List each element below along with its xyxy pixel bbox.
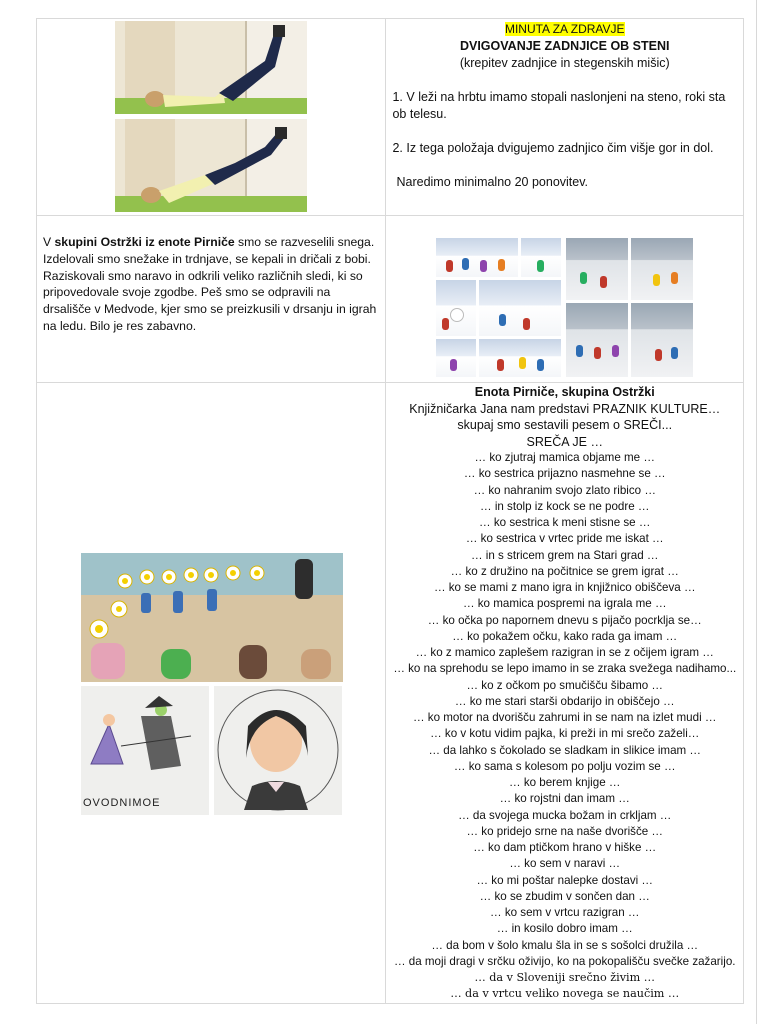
winter-row (37, 216, 744, 383)
culture-photo-cell (37, 383, 386, 1004)
exercise-row (37, 19, 744, 216)
winter-story: V skupini Ostržki iz enote Pirniče smo se razveselili snega. Izdelovali smo snežake in trdnjave, se kepali in dričali z bobi. Raziskovali smo naravo in odkrili veliko različnih sledi, ki so pripovedovale svoje zgodbe. Peš smo se odpravili na drsališče v Medvode, kjer smo se preizkusili v drsanju in igrah na ledu. Bilo je res zabavno. (43, 235, 377, 333)
poem-line: … ko rojstni dan imam … (499, 792, 630, 806)
poem-line: … ko mamica pospremi na igrala me … (462, 597, 667, 611)
poem-line: … da moji dragi v srčku oživijo, ko na pokopališču svečke zažarijo. (393, 954, 736, 968)
poem-line: … ko nahranim svojo zlato ribico … (473, 483, 656, 497)
drawing-witches (81, 686, 209, 815)
poem-line: … ko pridejo srne na naše dvorišče … (466, 824, 664, 838)
poem-line: … ko na sprehodu se lepo imamo in se zraka svežega nadihamo... (393, 662, 737, 676)
drawing-caption: OVODNIMOE (83, 797, 161, 809)
poem-line: … ko z mamico zaplešem razigran in se z očijem igram … (415, 646, 714, 659)
culture-row (37, 383, 744, 1004)
photo-snow-field (479, 280, 561, 336)
exercise-step-2: 2. Iz tega položaja dvigujemo zadnjico čim višje gor in dol. (392, 141, 714, 155)
poem-line: … ko mi poštar nalepke dostavi … (476, 873, 654, 887)
photo-sled (436, 339, 476, 377)
exercise-text-cell (386, 19, 744, 216)
poem-line: … ko sestrica k meni stisne se … (479, 516, 651, 529)
poem-line: … ko pokažem očku, kako rada ga imam … (452, 629, 678, 643)
poem-line: … ko dam ptičkom hrano v hiške … (473, 841, 657, 854)
poem-line: … ko berem knjige … (509, 776, 621, 789)
exercise-step-1: 1. V leži na hrbtu imamo stopali naslonjeni na steno, roki sta ob telesu. (392, 90, 726, 121)
page-edge (756, 0, 757, 1024)
poem-line-serif: … da v Sloveniji srečno živim … (474, 971, 655, 984)
poem-line: … in kosilo dobro imam … (496, 922, 633, 936)
poem-line: … ko očka po napornem dnevu s pijačo pocrklja se… (427, 613, 702, 627)
poem-line: … ko sestrica prijazno nasmehne se … (463, 467, 666, 481)
photo-rink-3 (566, 303, 628, 377)
exercise-badge: MINUTA ZA ZDRAVJE (504, 22, 625, 36)
poem-line-serif: … da v vrtcu veliko novega se naučim … (450, 987, 680, 1001)
drawing-portrait (214, 686, 342, 815)
exercise-photo-cell (37, 19, 386, 216)
winter-text-cell (37, 216, 386, 383)
culture-text-cell (386, 383, 744, 1004)
photo-rink-4 (631, 303, 693, 377)
poem-line: … ko sem v vrtcu razigran … (490, 906, 640, 919)
culture-heading: Enota Pirniče, skupina Ostržki (474, 385, 655, 399)
winter-photo-collage (386, 216, 743, 382)
poem-line: … ko sem v naravi … (509, 857, 621, 871)
winter-collage-cell (386, 216, 744, 383)
poem-line: … ko v kotu vidim pajka, ki preži in mi srečo zaželi… (430, 727, 700, 741)
photo-rink-1 (566, 238, 628, 300)
happiness-poem (386, 383, 743, 1003)
photo-rink-2 (631, 238, 693, 300)
exercise-photo-start (115, 21, 307, 114)
photo-snowman (436, 280, 476, 336)
poem-line: … ko se zbudim v sončen dan … (479, 889, 650, 903)
culture-intro-3: SREČA JE … (526, 434, 603, 449)
photo-kids-walking (479, 339, 561, 377)
photo-kids-in-snow (436, 238, 518, 277)
exercise-step-3: Naredimo minimalno 20 ponovitev. (396, 175, 589, 189)
poem-line: … ko me stari starši obdarijo in obiščejo … (454, 694, 675, 708)
poem-line: … ko z družino na počitnice se grem igrat … (450, 564, 679, 578)
photo-snow-hill (521, 238, 561, 277)
poem-line: … ko zjutraj mamica objame me … (474, 451, 655, 464)
poem-line: … da svojega mucka božam in crkljam … (458, 808, 672, 822)
poem-line: … ko motor na dvorišču zahrumi in se nam na izlet mudi … (412, 711, 717, 724)
poem-line: … ko se mami z mano igra in knjižnico obiščeva … (433, 581, 696, 594)
poem-lines (386, 450, 743, 970)
group-name: skupini Ostržki iz enote Pirniče (54, 235, 235, 249)
culture-intro-1: Knjižničarka Jana nam predstavi PRAZNIK KULTURE… (409, 401, 721, 416)
exercise-title: DVIGOVANJE ZADNJICE OB STENI (459, 39, 670, 53)
poem-line: … ko sama s kolesom po polju vozim se … (453, 759, 676, 773)
poem-line: … ko z očkom po smučišču šibamo … (466, 678, 663, 692)
newsletter-table (36, 18, 744, 1004)
culture-intro-2: skupaj smo sestavili pesem o SREČI... (457, 418, 673, 432)
poem-line: … da lahko s čokolado se sladkam in slikice imam … (428, 743, 702, 757)
poem-line: … da bom v šolo kmalu šla in se s sošolci družila … (431, 938, 699, 952)
photo-library-visit (81, 553, 343, 682)
poem-line: … in s stricem grem na Stari grad … (470, 548, 659, 562)
exercise-subtitle: (krepitev zadnjice in stegenskih mišic) (459, 56, 670, 70)
poem-line: … ko sestrica v vrtec pride me iskat … (465, 532, 664, 546)
poem-line: … in stolp iz kock se ne podre … (480, 499, 650, 513)
exercise-photo-raised (115, 119, 307, 212)
